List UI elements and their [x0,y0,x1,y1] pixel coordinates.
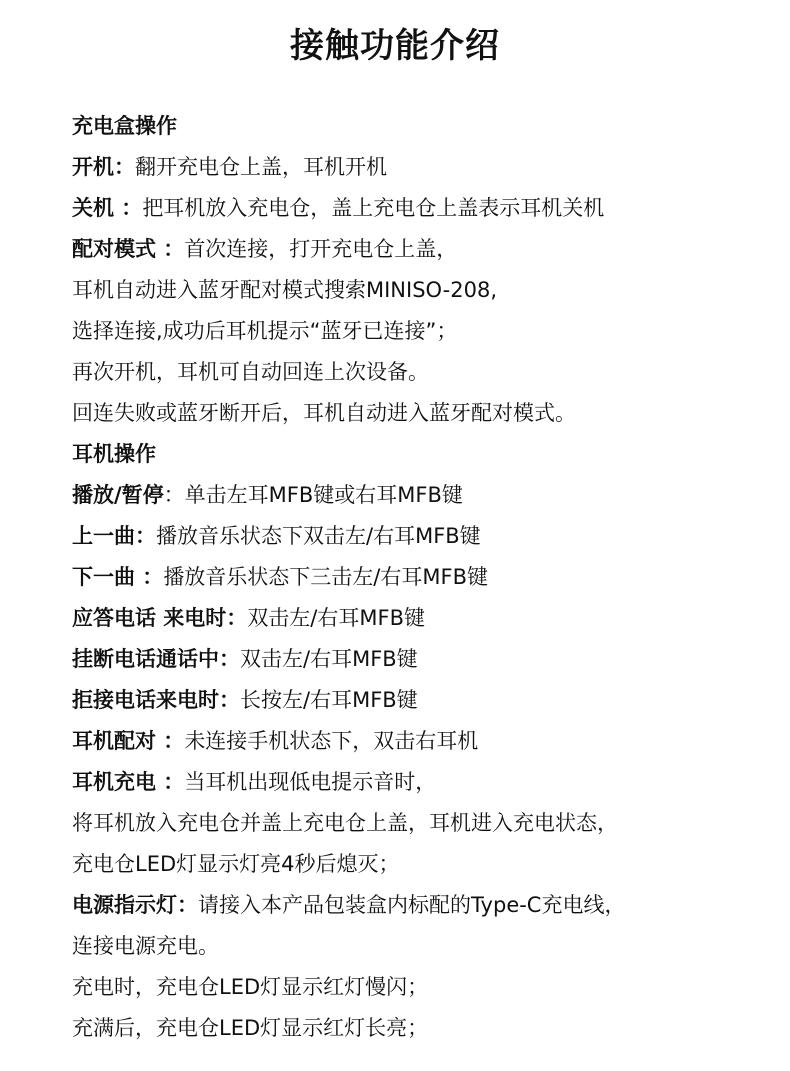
line-label: 配对模式 ： [72,237,185,261]
instruction-line [72,1008,772,1049]
line-label: 充电盒操作 [72,114,177,138]
instruction-line [72,188,772,229]
line-text: 选择连接,成功后耳机提示“蓝牙已连接”； [72,319,458,343]
section-heading-case [72,106,772,147]
section-heading-earbuds [72,434,772,475]
line-label: 下一曲 ： [72,565,164,589]
instruction-line [72,967,772,1008]
line-label: 耳机配对 ： [72,729,185,753]
line-label: 拒接电话来电时： [72,688,240,712]
line-text: 首次连接，打开充电仓上盖， [184,237,458,261]
instruction-line [72,352,772,393]
line-text: 将耳机放入充电仓并盖上充电仓上盖，耳机进入充电状态， [72,811,618,835]
line-text: 充满后，充电仓LED灯显示红灯长亮； [72,1016,429,1040]
line-label: 开机： [72,155,135,179]
line-label: 应答电话 来电时： [72,606,248,630]
instruction-line [72,639,772,680]
line-text: 长按左/右耳MFB键 [240,688,418,712]
line-text: 充电时，充电仓LED灯显示红灯慢闪； [72,975,429,999]
line-label: 上一曲： [72,524,156,548]
instruction-line [72,926,772,967]
instruction-line [72,147,772,188]
line-label: 播放/暂停 [72,483,164,507]
page-title: 接触功能介绍 [290,26,500,66]
instruction-line [72,557,772,598]
line-label: 挂断电话通话中： [72,647,240,671]
instruction-line [72,393,772,434]
instruction-line [72,270,772,311]
line-text: 回连失败或蓝牙断开后，耳机自动进入蓝牙配对模式。 [72,401,576,425]
line-text: 未连接手机状态下，双击右耳机 [184,729,479,753]
line-text: ：单击左耳MFB键或右耳MFB键 [163,483,463,507]
instruction-line [72,721,772,762]
instructions-body [72,106,772,1049]
instruction-line [72,475,772,516]
line-text: 再次开机，耳机可自动回连上次设备。 [72,360,429,384]
instruction-line [72,680,772,721]
instruction-line [72,229,772,270]
instruction-line [72,762,772,803]
instruction-line [72,885,772,926]
line-text: 双击左/右耳MFB键 [247,606,425,630]
line-text: 充电仓LED灯显示灯亮4秒后熄灭； [72,852,400,876]
line-text: 播放音乐状态下双击左/右耳MFB键 [156,524,481,548]
instruction-line [72,844,772,885]
line-text: 双击左/右耳MFB键 [240,647,418,671]
line-text: 连接电源充电。 [72,934,219,958]
instruction-line [72,311,772,352]
line-label: 耳机操作 [72,442,156,466]
line-label: 关机 ： [72,196,143,220]
instruction-line [72,598,772,639]
line-text: 耳机自动进入蓝牙配对模式搜索MINISO-208, [72,278,497,302]
line-text: 播放音乐状态下三击左/右耳MFB键 [163,565,488,589]
instruction-line [72,516,772,557]
line-text: 把耳机放入充电仓，盖上充电仓上盖表示耳机关机 [142,196,605,220]
line-text: 请接入本产品包装盒内标配的Type-C充电线， [198,893,626,917]
line-label: 电源指示灯： [72,893,198,917]
line-text: 当耳机出现低电提示音时， [184,770,437,794]
line-text: 翻开充电仓上盖，耳机开机 [135,155,387,179]
line-label: 耳机充电 ： [72,770,185,794]
instruction-line [72,803,772,844]
